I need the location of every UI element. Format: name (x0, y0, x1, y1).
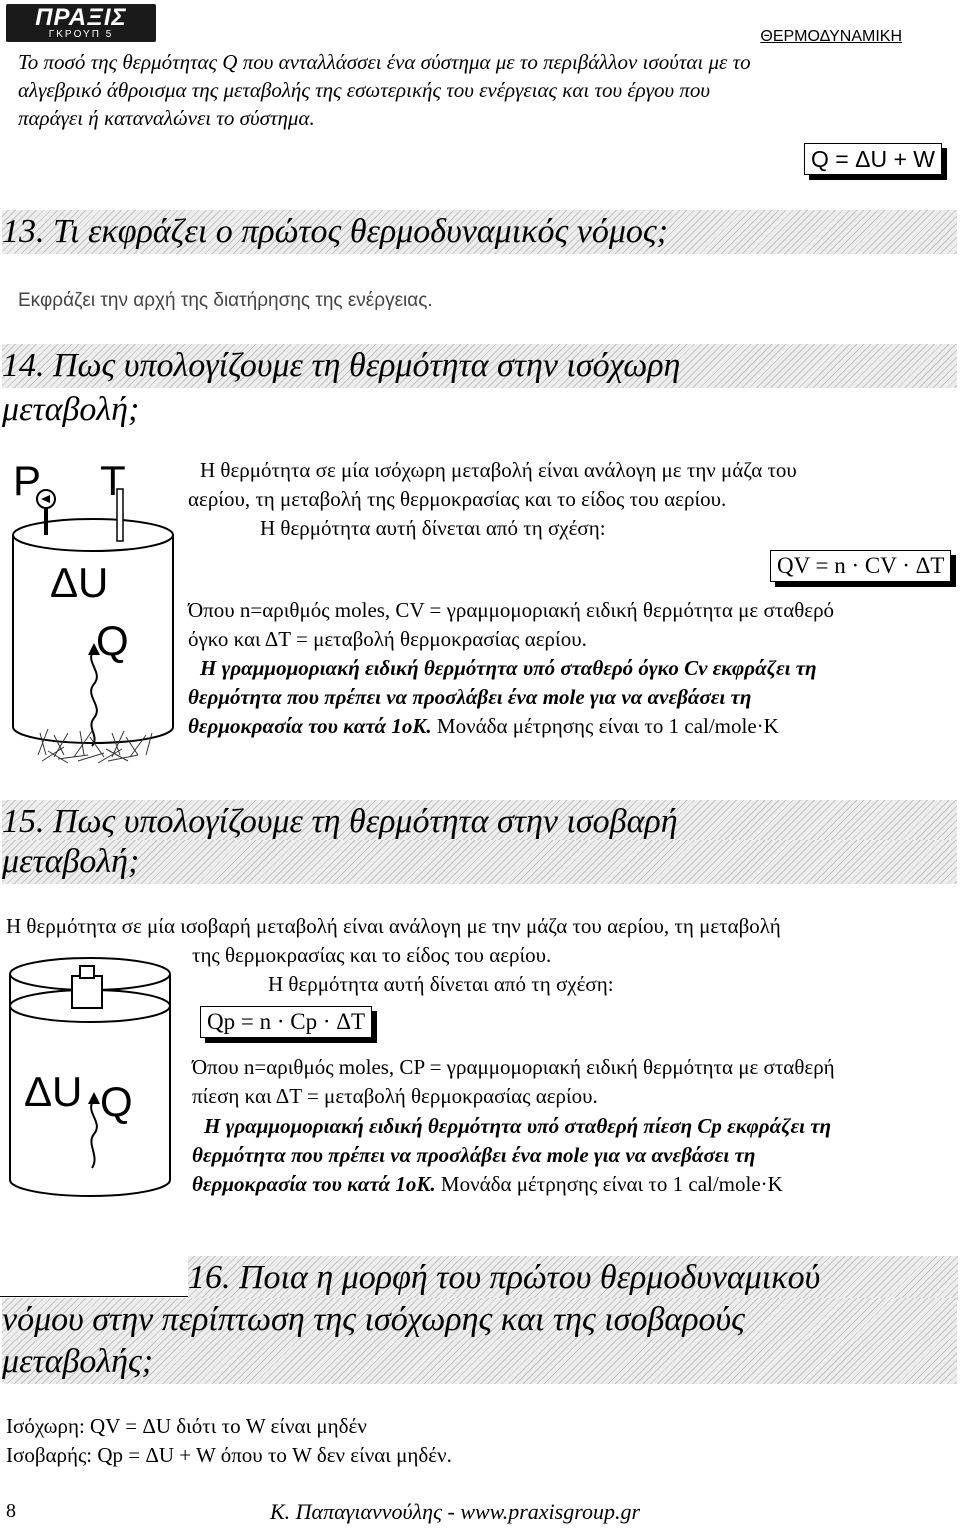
question-15-heading: 15. Πως υπολογίζουμε τη θερμότητα στην ισοβαρή (2, 800, 957, 844)
isobaric-text-line: της θερμοκρασίας και το είδος του αερίου. (192, 943, 552, 967)
isochoric-text-line: αερίου, τη μεταβολή της θερμοκρασίας και το είδος του αερίου. (188, 487, 727, 511)
praxis-logo (6, 4, 156, 42)
question-14-heading-cont: μεταβολή; (2, 391, 140, 428)
isobaric-definition (192, 1112, 954, 1199)
isobaric-formula: Qp = n · Cp · ΔT (200, 1006, 372, 1038)
isobaric-where-line: πίεση και ΔT = μεταβολή θερμοκρασίας αερίου. (192, 1084, 598, 1108)
section-title: ΘΕΡΜΟΔΥΝΑΜΙΚΗ (760, 28, 902, 45)
definition-italic-part: θερμοκρασία του κατά 1οK. (192, 1172, 436, 1196)
definition-unit-part: Μονάδα μέτρησης είναι το 1 cal/mole·K (435, 1172, 783, 1196)
isochoric-text (188, 456, 950, 543)
isochoric-where (188, 596, 956, 654)
isobaric-where-line: Όπου n=αριθμός moles, CP = γραμμομοριακή ειδική θερμότητα με σταθερή (192, 1055, 835, 1079)
isochoric-formula: QV = n · CV · ΔT (770, 550, 951, 582)
isobaric-heat-label: Q (100, 1078, 133, 1125)
question-13-heading: 13. Τι εκφράζει ο πρώτος θερμοδυναμικός νόμος; (2, 210, 957, 254)
isochoric-figure (8, 455, 183, 770)
isochoric-definition-line: Η γραμμομοριακή ειδική θερμότητα υπό σταθερό όγκο Cv εκφράζει τη (200, 656, 817, 680)
question-16-answer-isobaric: Ισοβαρής: Qp = ΔU + W όπου το W δεν είναι μηδέν. (6, 1443, 452, 1467)
isobaric-text-line: Η θερμότητα σε μία ισοβαρή μεταβολή είναι ανάλογη με την μάζα του αερίου, τη μεταβολή (6, 914, 781, 938)
isobaric-internal-energy-label: ΔU (24, 1068, 83, 1115)
intro-paragraph (18, 48, 953, 132)
intro-line: Το ποσό της θερμότητας Q που ανταλλάσσει ένα σύστημα με το περιβάλλον ισούται με το (18, 50, 751, 74)
question-16-answer-isochoric: Ισόχωρη: QV = ΔU διότι το W είναι μηδέν (6, 1414, 367, 1438)
first-law-formula: Q = ΔU + W (804, 143, 942, 175)
isobaric-definition-line (192, 1170, 954, 1199)
isochoric-where-line: Όπου n=αριθμός moles, CV = γραμμομοριακή ειδική θερμότητα με σταθερό (188, 598, 835, 622)
question-16-heading: 16. Ποια η μορφή του πρώτου θερμοδυναμικού (188, 1256, 958, 1300)
definition-unit-part: Μονάδα μέτρησης είναι το 1 cal/mole·K (431, 714, 779, 738)
question-15-heading-cont: μεταβολή; (2, 840, 957, 884)
isochoric-where-line: όγκο και ΔT = μεταβολή θερμοκρασίας αερίου. (188, 627, 587, 651)
heat-label: Q (96, 617, 129, 664)
isobaric-text-line: Η θερμότητα αυτή δίνεται από τη σχέση: (268, 972, 614, 996)
isobaric-figure (2, 948, 182, 1198)
internal-energy-label: ΔU (50, 559, 109, 606)
logo-main-text: ΠΡΑΞΙΣ (35, 4, 127, 31)
temperature-label: T (100, 457, 126, 504)
isobaric-definition-line: Η γραμμομοριακή ειδική θερμότητα υπό σταθερή πίεση Cp εκφράζει τη (204, 1114, 832, 1138)
isochoric-text-line: Η θερμότητα αυτή δίνεται από τη σχέση: (260, 516, 606, 540)
definition-italic-part: θερμοκρασία του κατά 1οK. (188, 714, 432, 738)
question-16-heading-cont: νόμου στην περίπτωση της ισόχωρης και της ισοβαρούς (2, 1298, 957, 1342)
question-16-heading-cont: μεταβολής; (2, 1340, 957, 1384)
intro-line: παράγει ή καταναλώνει το σύστημα. (18, 106, 315, 130)
footer-author: Κ. Παπαγιαννούλης - www.praxisgroup.gr (270, 1499, 641, 1524)
isochoric-definition-line (188, 712, 956, 741)
pressure-label: P (13, 457, 42, 504)
question-14-heading: 14. Πως υπολογίζουμε τη θερμότητα στην ισόχωρη (2, 344, 957, 388)
isobaric-definition-line: θερμότητα που πρέπει να προσλάβει ένα mole για να ανεβάσει τη (192, 1143, 756, 1167)
isochoric-definition-line: θερμότητα που πρέπει να προσλάβει ένα mole για να ανεβάσει τη (188, 685, 752, 709)
question-13-answer: Εκφράζει την αρχή της διατήρησης της ενέργειας. (18, 290, 433, 311)
logo-sub-text: ΓΚΡΟΥΠ 5 (48, 29, 114, 40)
isobaric-where (192, 1053, 954, 1111)
page-number: 8 (6, 1500, 16, 1522)
intro-line: αλγεβρικό άθροισμα της μεταβολής της εσωτερικής του ενέργειας και του έργου που (18, 78, 711, 102)
isochoric-definition (188, 654, 956, 741)
divider-line (0, 1296, 190, 1297)
isochoric-text-line: Η θερμότητα σε μία ισόχωρη μεταβολή είναι ανάλογη με την μάζα του (200, 458, 797, 482)
